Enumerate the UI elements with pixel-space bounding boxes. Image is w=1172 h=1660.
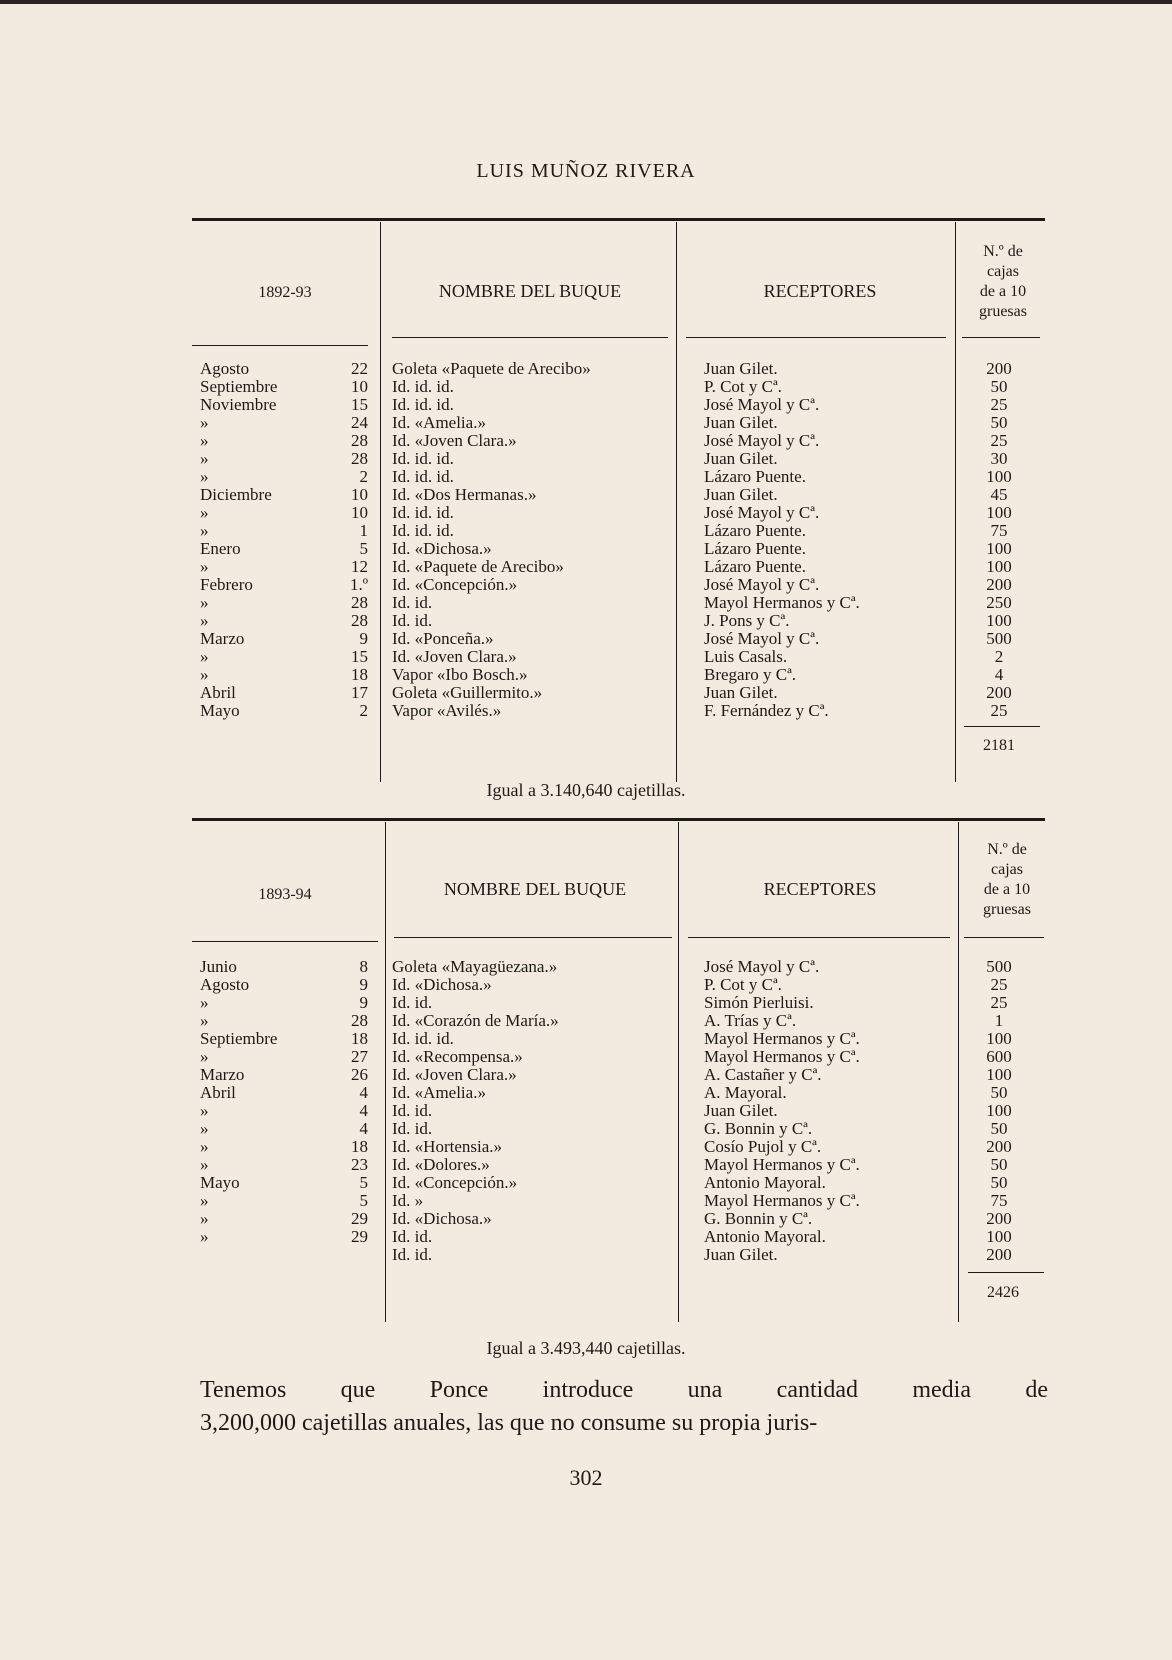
- month-cell: Abril: [200, 1083, 236, 1102]
- ship-cell: Id. id.: [392, 1245, 433, 1264]
- receiver-cell: A. Mayoral.: [704, 1083, 787, 1102]
- day-cell: 29: [351, 1209, 368, 1228]
- boxes-cell: 4: [994, 665, 1004, 684]
- header-underline: [964, 937, 1044, 938]
- ship-cell: Id. «Hortensia.»: [392, 1137, 503, 1156]
- boxes-header-line: de a 10: [983, 881, 1031, 898]
- ship-column-header: NOMBRE DEL BUQUE: [443, 879, 627, 899]
- ship-cell: Id. id.: [392, 593, 433, 612]
- day-cell: 28: [351, 593, 368, 612]
- month-cell: Junio: [200, 957, 237, 976]
- header-underline: [688, 937, 950, 938]
- receiver-cell: F. Fernández y Cª.: [704, 701, 829, 720]
- equivalence-note: Igual a 3.140,640 cajetillas.: [486, 780, 686, 800]
- month-cell: »: [200, 593, 209, 612]
- receiver-cell: P. Cot y Cª.: [704, 377, 782, 396]
- ship-cell: Id. id.: [392, 1101, 433, 1120]
- day-cell: 15: [351, 395, 368, 414]
- receiver-cell: Juan Gilet.: [704, 449, 778, 468]
- boxes-cell: 500: [986, 957, 1012, 976]
- day-cell: 8: [359, 957, 368, 976]
- day-cell: 10: [351, 503, 368, 522]
- boxes-cell: 2: [994, 647, 1004, 666]
- month-cell: Marzo: [200, 1065, 245, 1084]
- ship-cell: Id. «Dichosa.»: [392, 539, 492, 558]
- month-cell: »: [200, 1155, 209, 1174]
- boxes-header-line: de a 10: [979, 283, 1027, 300]
- sum-rule: [964, 726, 1040, 727]
- boxes-header-line: gruesas: [983, 901, 1031, 918]
- receiver-cell: Juan Gilet.: [704, 485, 778, 504]
- receiver-cell: Bregaro y Cª.: [704, 665, 797, 684]
- boxes-cell: 75: [990, 1191, 1008, 1210]
- day-cell: 12: [351, 557, 368, 576]
- month-cell: »: [200, 557, 209, 576]
- ship-cell: Id. id. id.: [392, 1029, 454, 1048]
- month-cell: »: [200, 993, 209, 1012]
- receiver-cell: J. Pons y Cª.: [704, 611, 790, 630]
- month-cell: »: [200, 1137, 209, 1156]
- receiver-cell: Simón Pierluisi.: [704, 993, 814, 1012]
- month-cell: Mayo: [200, 1173, 240, 1192]
- ship-cell: Goleta «Guillermito.»: [392, 683, 543, 702]
- day-cell: 28: [351, 1011, 368, 1030]
- ship-cell: Id. id. id.: [392, 521, 454, 540]
- receivers-column-header: RECEPTORES: [763, 281, 877, 301]
- receiver-cell: José Mayol y Cª.: [704, 431, 820, 450]
- boxes-cell: 25: [990, 395, 1008, 414]
- day-cell: 28: [351, 611, 368, 630]
- boxes-header-line: gruesas: [979, 303, 1027, 320]
- month-cell: »: [200, 431, 209, 450]
- ship-cell: Id. «Ponceña.»: [392, 629, 494, 648]
- boxes-cell: 200: [986, 1245, 1012, 1264]
- ship-cell: Goleta «Paquete de Arecibo»: [392, 359, 591, 378]
- day-cell: 15: [351, 647, 368, 666]
- receiver-cell: Mayol Hermanos y Cª.: [704, 1029, 860, 1048]
- boxes-column-header: [958, 242, 1048, 322]
- month-cell: »: [200, 467, 209, 486]
- receiver-cell: Mayol Hermanos y Cª.: [704, 1155, 860, 1174]
- boxes-cell: 50: [990, 1155, 1008, 1174]
- day-cell: 18: [351, 1029, 368, 1048]
- receiver-cell: Juan Gilet.: [704, 359, 778, 378]
- receiver-cell: A. Trías y Cª.: [704, 1011, 797, 1030]
- receiver-cell: José Mayol y Cª.: [704, 629, 820, 648]
- boxes-cell: 1: [994, 1011, 1004, 1030]
- month-cell: »: [200, 665, 209, 684]
- day-cell: 2: [359, 467, 368, 486]
- boxes-cell: 600: [986, 1047, 1012, 1066]
- ship-cell: Id. id.: [392, 611, 433, 630]
- ship-cell: Id. «Dichosa.»: [392, 1209, 492, 1228]
- month-cell: Enero: [200, 539, 241, 558]
- day-cell: 10: [351, 485, 368, 504]
- ship-cell: Id. »: [392, 1191, 424, 1210]
- receiver-cell: G. Bonnin y Cª.: [704, 1119, 813, 1138]
- ship-column-header: NOMBRE DEL BUQUE: [438, 281, 622, 301]
- receiver-cell: José Mayol y Cª.: [704, 503, 820, 522]
- receiver-cell: Mayol Hermanos y Cª.: [704, 1047, 860, 1066]
- month-cell: »: [200, 1011, 209, 1030]
- boxes-cell: 100: [986, 611, 1012, 630]
- month-cell: »: [200, 413, 209, 432]
- ship-cell: Id. id. id.: [392, 467, 454, 486]
- column-divider: [385, 822, 386, 1322]
- boxes-header-line: cajas: [987, 263, 1019, 280]
- total-boxes: 2426: [987, 1284, 1019, 1301]
- receivers-column-header: RECEPTORES: [763, 879, 877, 899]
- day-cell: 17: [351, 683, 368, 702]
- ship-cell: Id. «Joven Clara.»: [392, 647, 517, 666]
- month-cell: »: [200, 1047, 209, 1066]
- month-cell: Marzo: [200, 629, 245, 648]
- month-cell: Noviembre: [200, 395, 277, 414]
- ship-cell: Id. id.: [392, 1227, 433, 1246]
- month-cell: Septiembre: [200, 377, 278, 396]
- header-underline: [394, 937, 672, 938]
- boxes-cell: 100: [986, 557, 1012, 576]
- receiver-cell: Juan Gilet.: [704, 1101, 778, 1120]
- receiver-cell: Mayol Hermanos y Cª.: [704, 593, 860, 612]
- ship-cell: Id. «Amelia.»: [392, 1083, 486, 1102]
- month-cell: Agosto: [200, 975, 250, 994]
- ship-cell: Vapor «Avilés.»: [392, 701, 502, 720]
- month-cell: »: [200, 503, 209, 522]
- boxes-cell: 100: [986, 1227, 1012, 1246]
- day-cell: 5: [359, 1191, 368, 1210]
- page-top-edge: [0, 0, 1172, 4]
- column-divider: [380, 222, 381, 782]
- boxes-cell: 100: [986, 1029, 1012, 1048]
- receiver-cell: A. Castañer y Cª.: [704, 1065, 822, 1084]
- receiver-cell: Antonio Mayoral.: [704, 1227, 826, 1246]
- boxes-cell: 200: [986, 683, 1012, 702]
- receiver-cell: Antonio Mayoral.: [704, 1173, 826, 1192]
- ship-cell: Id. «Joven Clara.»: [392, 431, 517, 450]
- day-cell: 5: [359, 1173, 368, 1192]
- day-cell: 24: [351, 413, 368, 432]
- ship-cell: Id. id.: [392, 993, 433, 1012]
- month-cell: Febrero: [200, 575, 253, 594]
- month-cell: Agosto: [200, 359, 250, 378]
- day-cell: 23: [351, 1155, 368, 1174]
- year-header: 1893-94: [258, 886, 312, 903]
- total-boxes: 2181: [983, 737, 1015, 754]
- day-cell: 18: [351, 1137, 368, 1156]
- boxes-cell: 200: [986, 1137, 1012, 1156]
- receiver-cell: Lázaro Puente.: [704, 521, 806, 540]
- day-cell: 22: [351, 359, 368, 378]
- receiver-cell: Lázaro Puente.: [704, 467, 806, 486]
- column-divider: [955, 222, 956, 782]
- boxes-cell: 25: [990, 431, 1008, 450]
- ship-cell: Goleta «Mayagüezana.»: [392, 957, 558, 976]
- day-cell: 1.º: [349, 575, 368, 594]
- day-cell: 1: [359, 521, 368, 540]
- day-cell: 28: [351, 431, 368, 450]
- month-cell: Septiembre: [200, 1029, 278, 1048]
- ship-cell: Id. «Dichosa.»: [392, 975, 492, 994]
- day-cell: 4: [359, 1101, 368, 1120]
- receiver-cell: Juan Gilet.: [704, 413, 778, 432]
- day-cell: 5: [359, 539, 368, 558]
- day-cell: 9: [359, 993, 368, 1012]
- boxes-cell: 50: [990, 413, 1008, 432]
- month-cell: »: [200, 521, 209, 540]
- receiver-cell: P. Cot y Cª.: [704, 975, 782, 994]
- table-top-rule: [192, 818, 1045, 821]
- receiver-cell: G. Bonnin y Cª.: [704, 1209, 813, 1228]
- receiver-cell: Luis Casals.: [704, 647, 788, 666]
- day-cell: 4: [359, 1083, 368, 1102]
- ship-cell: Id. «Amelia.»: [392, 413, 486, 432]
- month-cell: Mayo: [200, 701, 240, 720]
- sum-rule: [968, 1272, 1044, 1273]
- boxes-cell: 100: [986, 539, 1012, 558]
- month-cell: »: [200, 1227, 209, 1246]
- boxes-cell: 25: [990, 975, 1008, 994]
- month-cell: »: [200, 647, 209, 666]
- ship-cell: Id. «Concepción.»: [392, 1173, 518, 1192]
- page-number: 302: [569, 1465, 603, 1490]
- day-cell: 18: [351, 665, 368, 684]
- day-cell: 27: [351, 1047, 368, 1066]
- ship-cell: Id. «Concepción.»: [392, 575, 518, 594]
- ship-cell: Id. «Recompensa.»: [392, 1047, 523, 1066]
- month-cell: »: [200, 1191, 209, 1210]
- boxes-cell: 30: [990, 449, 1008, 468]
- header-underline: [192, 941, 378, 942]
- receiver-cell: José Mayol y Cª.: [704, 395, 820, 414]
- body-paragraph-line: 3,200,000 cajetillas anuales, las que no consume su propia juris-: [200, 1410, 818, 1436]
- boxes-header-line: N.º de: [983, 243, 1023, 260]
- month-cell: »: [200, 1119, 209, 1138]
- receiver-cell: José Mayol y Cª.: [704, 575, 820, 594]
- receiver-cell: Mayol Hermanos y Cª.: [704, 1191, 860, 1210]
- table-top-rule: [192, 218, 1045, 221]
- ship-cell: Id. id.: [392, 1119, 433, 1138]
- day-cell: 26: [351, 1065, 368, 1084]
- ship-cell: Vapor «Ibo Bosch.»: [392, 665, 528, 684]
- day-cell: 2: [359, 701, 368, 720]
- ship-cell: Id. id. id.: [392, 449, 454, 468]
- ship-cell: Id. «Paquete de Arecibo»: [392, 557, 564, 576]
- day-cell: 4: [359, 1119, 368, 1138]
- receiver-cell: Lázaro Puente.: [704, 557, 806, 576]
- month-cell: »: [200, 1209, 209, 1228]
- day-cell: 28: [351, 449, 368, 468]
- receiver-cell: José Mayol y Cª.: [704, 957, 820, 976]
- day-cell: 29: [351, 1227, 368, 1246]
- boxes-cell: 45: [990, 485, 1008, 504]
- boxes-cell: 250: [986, 593, 1012, 612]
- month-cell: Diciembre: [200, 485, 272, 504]
- boxes-cell: 50: [990, 377, 1008, 396]
- boxes-cell: 100: [986, 1101, 1012, 1120]
- boxes-cell: 200: [986, 1209, 1012, 1228]
- boxes-cell: 500: [986, 629, 1012, 648]
- day-cell: 9: [359, 629, 368, 648]
- month-cell: »: [200, 1101, 209, 1120]
- ship-cell: Id. «Corazón de María.»: [392, 1011, 559, 1030]
- boxes-cell: 100: [986, 503, 1012, 522]
- running-head: LUIS MUÑOZ RIVERA: [476, 160, 696, 182]
- boxes-cell: 25: [990, 993, 1008, 1012]
- header-underline: [962, 337, 1040, 338]
- receiver-cell: Juan Gilet.: [704, 683, 778, 702]
- boxes-cell: 50: [990, 1119, 1008, 1138]
- equivalence-note: Igual a 3.493,440 cajetillas.: [486, 1338, 686, 1358]
- boxes-column-header: [962, 840, 1052, 920]
- boxes-cell: 100: [986, 467, 1012, 486]
- year-header: 1892-93: [258, 284, 312, 301]
- header-underline: [686, 337, 946, 338]
- receiver-cell: Cosío Pujol y Cª.: [704, 1137, 822, 1156]
- day-cell: 10: [351, 377, 368, 396]
- boxes-cell: 75: [990, 521, 1008, 540]
- receiver-cell: Lázaro Puente.: [704, 539, 806, 558]
- ship-cell: Id. «Dolores.»: [392, 1155, 490, 1174]
- receiver-cell: Juan Gilet.: [704, 1245, 778, 1264]
- month-cell: Abril: [200, 683, 236, 702]
- body-paragraph-line: Tenemos que Ponce introduce una cantidad media de: [200, 1377, 1048, 1403]
- ship-cell: Id. id. id.: [392, 503, 454, 522]
- boxes-cell: 50: [990, 1083, 1008, 1102]
- header-underline: [192, 345, 368, 346]
- boxes-cell: 100: [986, 1065, 1012, 1084]
- header-underline: [392, 337, 668, 338]
- month-cell: »: [200, 611, 209, 630]
- ship-cell: Id. «Joven Clara.»: [392, 1065, 517, 1084]
- boxes-cell: 25: [990, 701, 1008, 720]
- boxes-header-line: N.º de: [987, 841, 1027, 858]
- ship-cell: Id. «Dos Hermanas.»: [392, 485, 537, 504]
- boxes-cell: 50: [990, 1173, 1008, 1192]
- ship-cell: Id. id. id.: [392, 395, 454, 414]
- boxes-cell: 200: [986, 575, 1012, 594]
- boxes-header-line: cajas: [991, 861, 1023, 878]
- day-cell: 9: [359, 975, 368, 994]
- month-cell: »: [200, 449, 209, 468]
- ship-cell: Id. id. id.: [392, 377, 454, 396]
- boxes-cell: 200: [986, 359, 1012, 378]
